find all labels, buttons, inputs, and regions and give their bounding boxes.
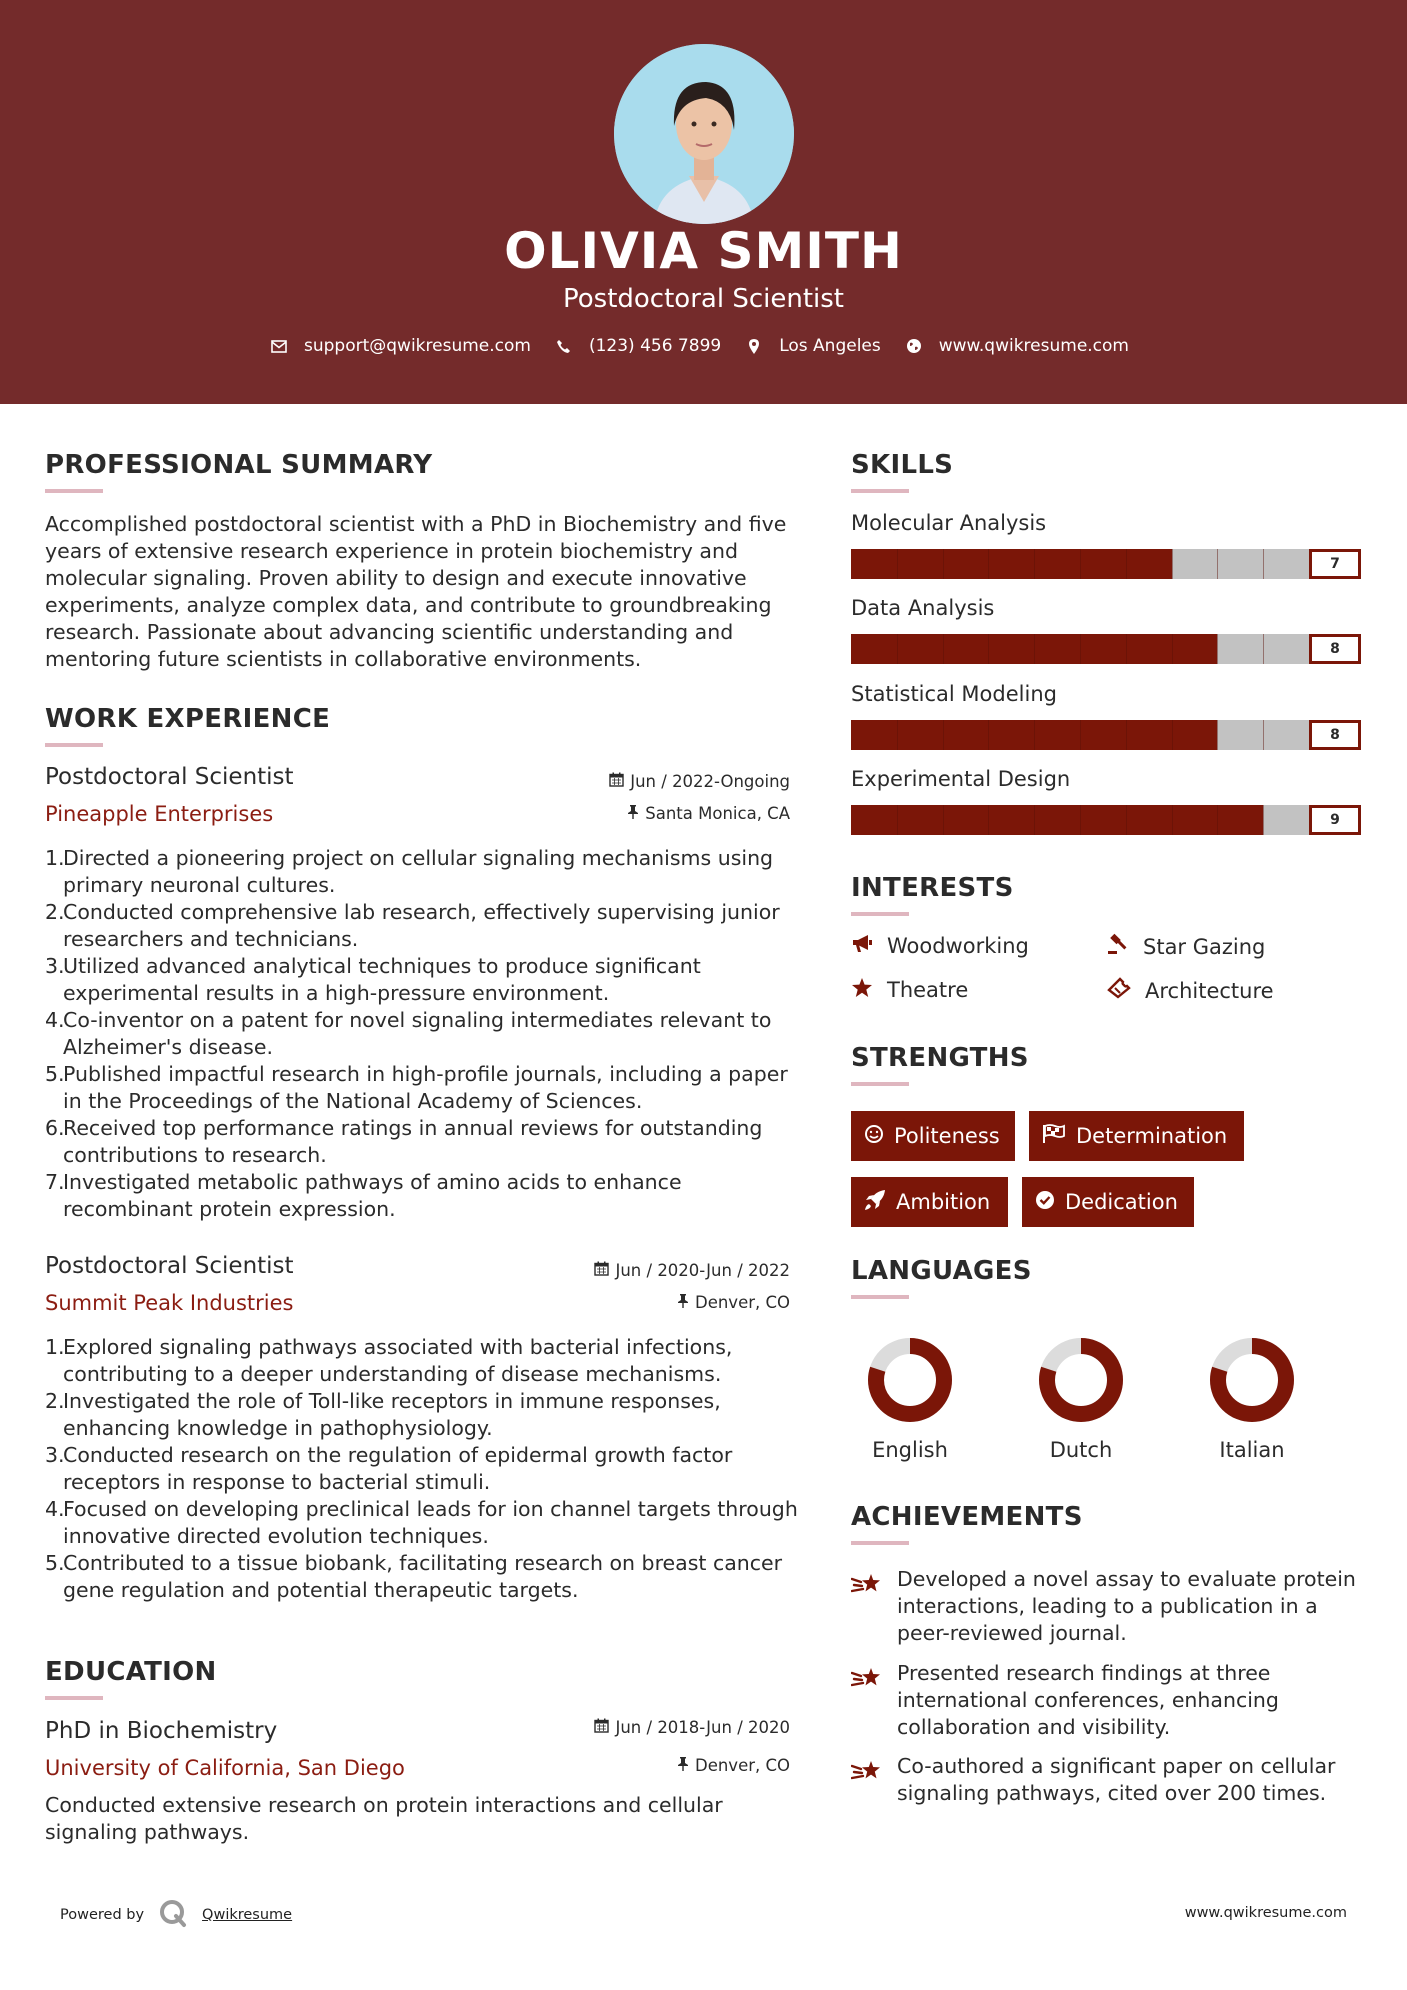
skill-name: Experimental Design bbox=[851, 767, 1071, 791]
ticket-icon bbox=[1107, 977, 1131, 1004]
skill-segment-divider bbox=[897, 549, 898, 579]
experience-heading: WORK EXPERIENCE bbox=[45, 704, 331, 734]
thumbtack-icon bbox=[677, 1293, 689, 1312]
interest-item bbox=[1107, 977, 1274, 1004]
skill-segment-divider bbox=[1172, 805, 1173, 835]
strength-label: Ambition bbox=[896, 1190, 991, 1214]
profile-photo bbox=[614, 44, 794, 224]
job-location bbox=[490, 804, 790, 823]
contact-phone[interactable] bbox=[555, 336, 721, 356]
skill-segment-divider bbox=[897, 720, 898, 750]
list-item: 4. Focused on developing preclinical leads for ion channel targets through innovative directed evolution techniques. bbox=[45, 1497, 798, 1548]
skill-score: 9 bbox=[1309, 805, 1361, 835]
job-duties-list bbox=[45, 1334, 805, 1604]
skill-name: Data Analysis bbox=[851, 596, 995, 620]
interests-heading: INTERESTS bbox=[851, 873, 1014, 903]
language-label: Italian bbox=[1219, 1438, 1285, 1462]
powered-by-label: Powered by bbox=[60, 1907, 145, 1923]
achievements-heading: ACHIEVEMENTS bbox=[851, 1502, 1083, 1532]
phone-icon bbox=[555, 337, 573, 355]
skill-bar bbox=[851, 805, 1361, 835]
strength-label: Dedication bbox=[1065, 1190, 1178, 1214]
skill-segment-divider bbox=[1080, 720, 1081, 750]
contact-website[interactable] bbox=[905, 336, 1129, 356]
list-item: 1. Directed a pioneering project on cellular signaling mechanisms using primary neuronal cultures. bbox=[45, 846, 774, 897]
job-location bbox=[490, 1293, 790, 1312]
language-donut bbox=[860, 1330, 960, 1430]
star-icon bbox=[851, 977, 873, 1003]
strengths-underline bbox=[851, 1082, 909, 1086]
shooting-star-icon bbox=[851, 1660, 885, 1741]
skill-segment-divider bbox=[1080, 634, 1081, 664]
languages-heading: LANGUAGES bbox=[851, 1256, 1032, 1286]
languages-underline bbox=[851, 1295, 909, 1299]
skill-segment-divider bbox=[1080, 549, 1081, 579]
map-marker-icon bbox=[745, 337, 763, 355]
calendar-icon bbox=[594, 1718, 609, 1737]
skill-bar bbox=[851, 634, 1361, 664]
skill-bar bbox=[851, 549, 1361, 579]
education-date-text: Jun / 2018-Jun / 2020 bbox=[615, 1718, 790, 1737]
skill-segment-divider bbox=[1126, 720, 1127, 750]
job-date bbox=[490, 772, 790, 791]
skill-segment-divider bbox=[1034, 549, 1035, 579]
footer-url[interactable]: www.qwikresume.com bbox=[1184, 1905, 1347, 1921]
strength-badge bbox=[851, 1111, 1015, 1161]
job-title: Postdoctoral Scientist bbox=[45, 1253, 294, 1279]
interest-label: Architecture bbox=[1145, 978, 1274, 1003]
education-date bbox=[490, 1718, 790, 1737]
skill-name: Statistical Modeling bbox=[851, 682, 1057, 706]
calendar-icon bbox=[609, 772, 624, 791]
list-item: 1. Explored signaling pathways associated with bacterial infections, contributing to a deeper understanding of disease mechanisms. bbox=[45, 1335, 733, 1386]
language-donut bbox=[1202, 1330, 1302, 1430]
skill-name: Molecular Analysis bbox=[851, 511, 1047, 535]
achievement-item bbox=[851, 1753, 1371, 1807]
degree-title: PhD in Biochemistry bbox=[45, 1718, 278, 1744]
candidate-name: OLIVIA SMITH bbox=[504, 222, 903, 280]
summary-underline bbox=[45, 489, 103, 493]
list-item: 7. Investigated metabolic pathways of amino acids to enhance recombinant protein expression. bbox=[45, 1170, 682, 1221]
list-item: 2. Investigated the role of Toll-like receptors in immune responses, enhancing knowledge in pathophysiology. bbox=[45, 1389, 721, 1440]
list-item: 2. Conducted comprehensive lab research, effectively supervising junior researchers and technicians. bbox=[45, 900, 780, 951]
qwikresume-logo-icon bbox=[158, 1898, 188, 1932]
skill-segment-divider bbox=[1126, 549, 1127, 579]
skill-segment-divider bbox=[988, 805, 989, 835]
list-item: 6. Received top performance ratings in annual reviews for outstanding contributions to research. bbox=[45, 1116, 763, 1167]
language-label: Dutch bbox=[1049, 1438, 1113, 1462]
bullhorn-icon bbox=[851, 933, 873, 958]
strengths-heading: STRENGTHS bbox=[851, 1043, 1029, 1073]
interest-label: Woodworking bbox=[887, 933, 1029, 958]
achievement-text: Co-authored a significant paper on cellular signaling pathways, cited over 200 times. bbox=[897, 1754, 1336, 1805]
contact-email[interactable] bbox=[270, 336, 531, 356]
qwikresume-link[interactable]: Qwikresume bbox=[202, 1907, 293, 1923]
skill-segment-divider bbox=[1034, 805, 1035, 835]
globe-icon bbox=[905, 337, 923, 355]
shooting-star-icon bbox=[851, 1753, 885, 1807]
summary-text: Accomplished postdoctoral scientist with a PhD in Biochemistry and five years of extensive research experience in protein biochemistry and molecular signaling. Proven ability to design and execute innovative experiments, analyze complex data, and contribute to groundbreaking research. Passionate about advancing scientific understanding and mentoring future scientists in collaborative environments. bbox=[45, 512, 787, 671]
skill-segment-divider bbox=[1034, 720, 1035, 750]
contact-email-text: support@qwikresume.com bbox=[304, 336, 531, 356]
list-item: 3. Conducted research on the regulation of epidermal growth factor receptors in response to bacterial stimuli. bbox=[45, 1443, 733, 1494]
skill-bar bbox=[851, 720, 1361, 750]
job-company: Pineapple Enterprises bbox=[45, 802, 274, 826]
summary-heading: PROFESSIONAL SUMMARY bbox=[45, 450, 433, 480]
candidate-title: Postdoctoral Scientist bbox=[563, 284, 844, 314]
strength-label: Politeness bbox=[894, 1124, 1000, 1148]
achievement-item bbox=[851, 1660, 1371, 1741]
interest-item bbox=[851, 933, 1029, 958]
skill-segment-divider bbox=[988, 720, 989, 750]
job-duties-list bbox=[45, 845, 805, 1223]
contact-location bbox=[745, 336, 881, 356]
gavel-icon bbox=[1107, 933, 1129, 960]
skill-segment-divider bbox=[943, 634, 944, 664]
strength-badge bbox=[1022, 1177, 1194, 1227]
language-label: English bbox=[872, 1438, 948, 1462]
skill-segment-divider bbox=[1263, 549, 1264, 579]
skill-segment-divider bbox=[988, 549, 989, 579]
strength-badge bbox=[1029, 1111, 1244, 1161]
check-circle-icon bbox=[1035, 1190, 1055, 1215]
skill-segment-divider bbox=[1217, 634, 1218, 664]
achievement-item bbox=[851, 1566, 1371, 1647]
skill-segment-divider bbox=[1126, 805, 1127, 835]
education-location bbox=[490, 1756, 790, 1775]
achievement-text: Developed a novel assay to evaluate protein interactions, leading to a publication in a peer-reviewed journal. bbox=[897, 1567, 1356, 1645]
skill-segment-divider bbox=[1217, 805, 1218, 835]
rocket-icon bbox=[864, 1189, 886, 1216]
skill-bar-fill bbox=[851, 549, 1172, 579]
contact-phone-text: (123) 456 7899 bbox=[588, 336, 722, 356]
footer-powered-by bbox=[60, 1898, 292, 1932]
contact-bar bbox=[0, 336, 1407, 356]
skill-segment-divider bbox=[1217, 549, 1218, 579]
job-location-text: Denver, CO bbox=[694, 1293, 790, 1312]
skill-segment-divider bbox=[897, 805, 898, 835]
skill-segment-divider bbox=[1263, 720, 1264, 750]
flag-checkered-icon bbox=[1042, 1124, 1066, 1149]
strength-label: Determination bbox=[1076, 1124, 1228, 1148]
skills-heading: SKILLS bbox=[851, 450, 954, 480]
skill-segment-divider bbox=[1263, 634, 1264, 664]
resume-header bbox=[0, 0, 1407, 404]
education-location-text: Denver, CO bbox=[694, 1756, 790, 1775]
contact-location-text: Los Angeles bbox=[779, 336, 881, 356]
strength-badge bbox=[851, 1177, 1008, 1227]
skill-segment-divider bbox=[1217, 720, 1218, 750]
shooting-star-icon bbox=[851, 1566, 885, 1647]
skill-segment-divider bbox=[943, 720, 944, 750]
school-name: University of California, San Diego bbox=[45, 1756, 405, 1780]
skill-segment-divider bbox=[1034, 634, 1035, 664]
thumbtack-icon bbox=[677, 1756, 689, 1775]
skill-score: 8 bbox=[1309, 634, 1361, 664]
job-date-text: Jun / 2020-Jun / 2022 bbox=[615, 1261, 790, 1280]
skill-segment-divider bbox=[1172, 549, 1173, 579]
skill-score: 8 bbox=[1309, 720, 1361, 750]
list-item: 5. Published impactful research in high-profile journals, including a paper in the Proceedings of the National Academy of Sciences. bbox=[45, 1062, 788, 1113]
job-date bbox=[490, 1261, 790, 1280]
interest-label: Star Gazing bbox=[1143, 934, 1266, 959]
skill-segment-divider bbox=[943, 805, 944, 835]
job-location-text: Santa Monica, CA bbox=[645, 804, 790, 823]
achievements-underline bbox=[851, 1541, 909, 1545]
skill-score: 7 bbox=[1309, 549, 1361, 579]
skill-segment-divider bbox=[943, 549, 944, 579]
skill-segment-divider bbox=[988, 634, 989, 664]
skill-segment-divider bbox=[1080, 805, 1081, 835]
list-item: 4. Co-inventor on a patent for novel signaling intermediates relevant to Alzheimer's disease. bbox=[45, 1008, 772, 1059]
list-item: 3. Utilized advanced analytical techniques to produce significant experimental results in a high-pressure environment. bbox=[45, 954, 701, 1005]
education-text: Conducted extensive research on protein interactions and cellular signaling pathways. bbox=[45, 1793, 723, 1844]
interest-label: Theatre bbox=[887, 978, 969, 1002]
interest-item bbox=[1107, 933, 1265, 960]
skill-segment-divider bbox=[1263, 805, 1264, 835]
thumbtack-icon bbox=[627, 804, 639, 823]
contact-website-text: www.qwikresume.com bbox=[938, 336, 1129, 356]
calendar-icon bbox=[594, 1261, 609, 1280]
envelope-icon bbox=[270, 337, 288, 355]
skill-segment-divider bbox=[897, 634, 898, 664]
job-company: Summit Peak Industries bbox=[45, 1291, 294, 1315]
skill-segment-divider bbox=[1172, 634, 1173, 664]
experience-underline bbox=[45, 743, 103, 747]
smile-icon bbox=[864, 1124, 884, 1149]
interests-underline bbox=[851, 912, 909, 916]
education-heading: EDUCATION bbox=[45, 1657, 217, 1687]
skill-segment-divider bbox=[1172, 720, 1173, 750]
language-donut bbox=[1031, 1330, 1131, 1430]
achievement-text: Presented research findings at three international conferences, enhancing collaboration and visibility. bbox=[897, 1661, 1279, 1739]
skills-underline bbox=[851, 489, 909, 493]
job-date-text: Jun / 2022-Ongoing bbox=[630, 772, 790, 791]
education-underline bbox=[45, 1696, 103, 1700]
skill-bar-fill bbox=[851, 805, 1263, 835]
job-title: Postdoctoral Scientist bbox=[45, 764, 294, 790]
interest-item bbox=[851, 977, 968, 1003]
skill-segment-divider bbox=[1126, 634, 1127, 664]
list-item: 5. Contributed to a tissue biobank, facilitating research on breast cancer gene regulation and potential therapeutic targets. bbox=[45, 1551, 783, 1602]
